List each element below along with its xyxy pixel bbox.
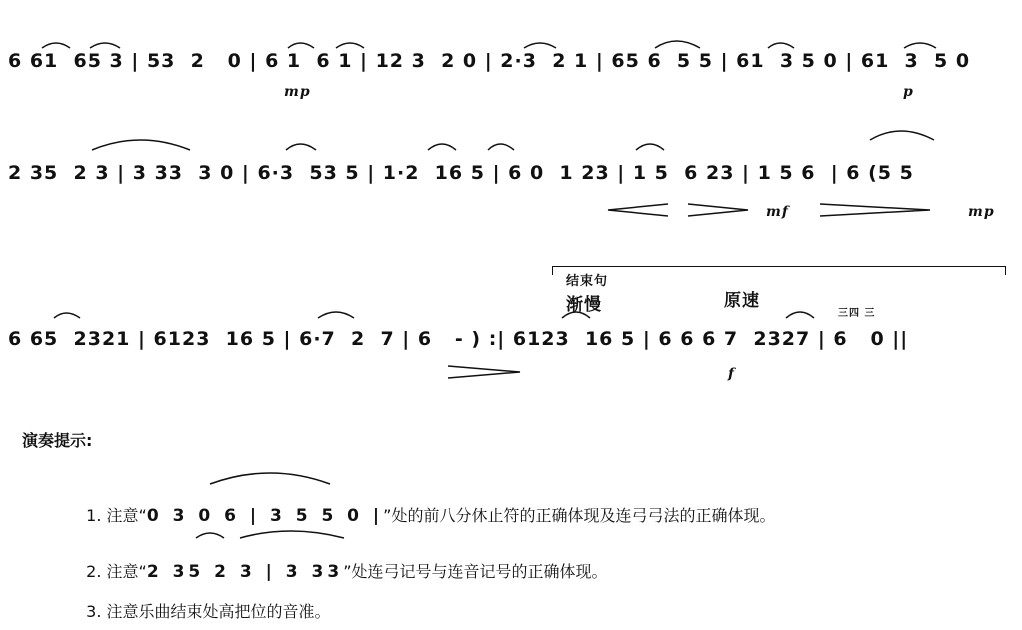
tip-1-suffix: ”处的前八分休止符的正确体现及连弓弓法的正确体现。: [383, 506, 776, 525]
tip-2-notes: 2 35 2 3 | 3 33: [146, 562, 344, 582]
tip-2: [76, 540, 607, 582]
score-line-2-notes: 2 35 2 3 | 3 33 3 0 | 6·3 53 5 | 1·2 16 5 | 6 0 1 23 | 1 5 6 23 | 1 5 6 | 6 (5 5: [8, 162, 914, 184]
score-line-3: [0, 258, 1022, 393]
dynamic-mp-mark: mp: [284, 84, 311, 100]
tip-3-text: 3. 注意乐曲结束处高把位的音准。: [86, 602, 331, 621]
tip-slur-mark: [240, 531, 344, 538]
tips-title: 演奏提示:: [22, 431, 93, 450]
tip-1-notes: 0 3 0 6 | 3 5 5 0 |: [146, 506, 384, 526]
tempo-original-label: 原速: [724, 291, 760, 311]
dynamic-f-mark: f: [728, 366, 736, 382]
tip-slur-mark: [196, 533, 224, 538]
score-line-1-notes: 6 61 65 3 | 53 2 0 | 6 1 6 1 | 12 3 2 0 | 2·3 2 1 | 65 6 5 5 | 61 3 5 0 | 61 3 5 0: [8, 50, 971, 72]
tip-slur-mark: [210, 473, 330, 484]
tip-1-prefix: 1. 注意“: [86, 506, 147, 525]
score-line-2: [0, 112, 1022, 227]
dynamic-mp-mark-2: mp: [968, 204, 995, 220]
dynamic-p-mark: p: [903, 84, 914, 100]
tip-3: [76, 580, 331, 622]
score-line-3-notes: 6 65 2321 | 6123 16 5 | 6·7 2 7 | 6 - ) :| 6123 16 5 | 6 6 6 7 2327 | 6 0 ||: [8, 328, 909, 350]
ending-section-label: 结束句: [566, 274, 609, 289]
tip-2-prefix: 2. 注意“: [86, 562, 147, 581]
tempo-slow-label: 渐慢: [566, 295, 602, 315]
tip-1: [76, 484, 775, 526]
fingering-label: 三四 三: [838, 308, 876, 319]
ending-bracket: [552, 266, 1006, 275]
tip-2-suffix: ”处连弓记号与连音记号的正确体现。: [343, 562, 608, 581]
dynamic-mf-mark: mf: [766, 204, 789, 220]
score-line-1: [0, 28, 1022, 108]
